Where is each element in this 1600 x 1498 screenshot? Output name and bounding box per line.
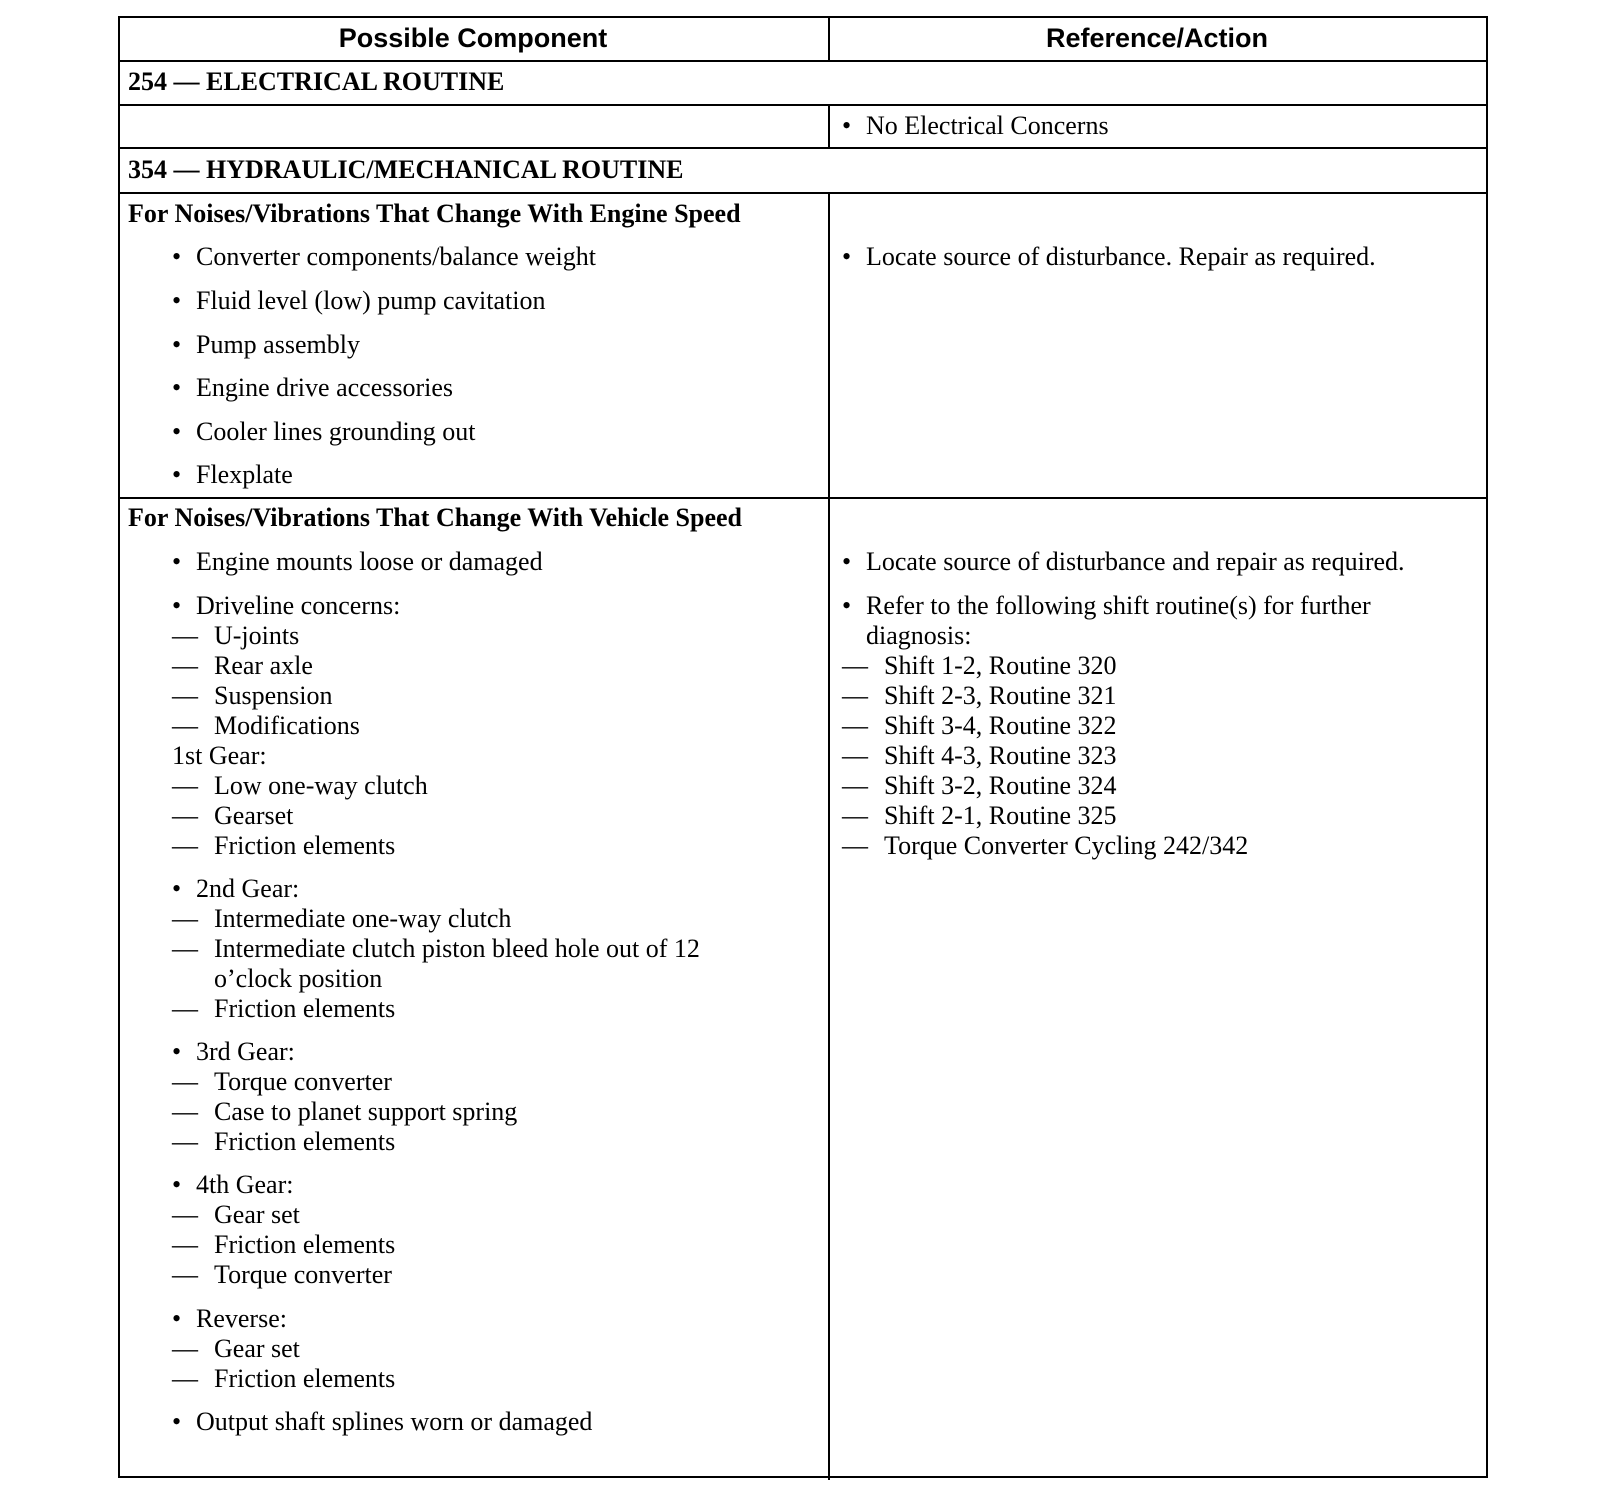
routine-item: — Torque Converter Cycling 242/342 — [884, 831, 1248, 861]
routine-item: — Shift 1-2, Routine 320 — [884, 651, 1117, 681]
sub-item: — Friction elements — [214, 1127, 395, 1157]
list-item: • Driveline concerns: — [196, 591, 400, 621]
routine-item: — Shift 4-3, Routine 323 — [884, 741, 1117, 771]
sub-item: — Suspension — [214, 681, 332, 711]
row-divider — [120, 104, 1486, 106]
vehicle-speed-action: • Locate source of disturbance and repair as required. — [866, 547, 1405, 577]
routine-item: — Shift 2-3, Routine 321 — [884, 681, 1117, 711]
sub-item: — Rear axle — [214, 651, 313, 681]
sub-item: — Friction elements — [214, 831, 395, 861]
sub-item: — U-joints — [214, 621, 299, 651]
header-possible-component: Possible Component — [338, 23, 608, 53]
list-item: • Flexplate — [196, 460, 293, 490]
list-item: • 3rd Gear: — [196, 1037, 295, 1067]
list-item: • 4th Gear: — [196, 1170, 293, 1200]
vehicle-speed-action-continuation: diagnosis: — [866, 621, 972, 650]
vehicle-speed-action: • Refer to the following shift routine(s) for further — [866, 591, 1371, 621]
list-item: • Engine mounts loose or damaged — [196, 547, 543, 577]
sub-item: — Intermediate one-way clutch — [214, 904, 511, 934]
sub-item: — Gear set — [214, 1200, 300, 1230]
list-item: • Reverse: — [196, 1304, 287, 1334]
column-divider — [828, 192, 830, 1480]
electrical-action: • No Electrical Concerns — [866, 111, 1109, 141]
list-item: • Output shaft splines worn or damaged — [196, 1407, 592, 1437]
column-divider — [828, 104, 830, 147]
first-gear-label: 1st Gear: — [172, 741, 267, 770]
sub-item: — Torque converter — [214, 1067, 392, 1097]
list-item: • Cooler lines grounding out — [196, 417, 475, 447]
header-reference-action: Reference/Action — [1045, 23, 1269, 53]
sub-item: — Intermediate clutch piston bleed hole out of 12 — [214, 934, 700, 964]
sub-item: — Friction elements — [214, 994, 395, 1024]
sub-item: — Case to planet support spring — [214, 1097, 517, 1127]
list-item: • Engine drive accessories — [196, 373, 453, 403]
routine-item: — Shift 3-4, Routine 322 — [884, 711, 1117, 741]
row-divider — [120, 147, 1486, 149]
vehicle-speed-heading: For Noises/Vibrations That Change With Vehicle Speed — [128, 503, 742, 532]
sub-item: — Gear set — [214, 1334, 300, 1364]
row-divider — [120, 60, 1486, 62]
sub-item: — Modifications — [214, 711, 360, 741]
sub-item: — Friction elements — [214, 1364, 395, 1394]
sub-item: — Friction elements — [214, 1230, 395, 1260]
routine-item: — Shift 3-2, Routine 324 — [884, 771, 1117, 801]
list-item: • Pump assembly — [196, 330, 360, 360]
engine-speed-action: • Locate source of disturbance. Repair as required. — [866, 242, 1376, 272]
list-item: • 2nd Gear: — [196, 874, 299, 904]
sub-item: — Gearset — [214, 801, 293, 831]
list-item: • Converter components/balance weight — [196, 242, 596, 272]
electrical-routine-title: 254 — ELECTRICAL ROUTINE — [128, 67, 505, 96]
sub-item: — Low one-way clutch — [214, 771, 428, 801]
sub-item-continuation: o’clock position — [214, 964, 383, 993]
row-divider — [120, 192, 1486, 194]
engine-speed-heading: For Noises/Vibrations That Change With Engine Speed — [128, 199, 741, 228]
row-divider — [120, 497, 1486, 499]
list-item: • Fluid level (low) pump cavitation — [196, 286, 546, 316]
sub-item: — Torque converter — [214, 1260, 392, 1290]
hydraulic-routine-title: 354 — HYDRAULIC/MECHANICAL ROUTINE — [128, 155, 684, 184]
routine-item: — Shift 2-1, Routine 325 — [884, 801, 1117, 831]
